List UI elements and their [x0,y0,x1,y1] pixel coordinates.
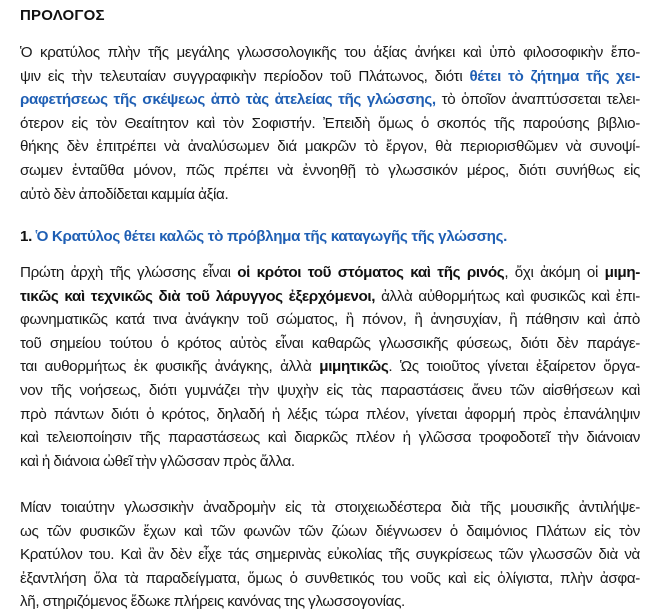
bold-text: οἱ κρότοι τοῦ στόματος καὶ τῆς ρινός [237,264,505,281]
text-run: σωμεν ἐνταῦθα μόνον, πῶς πρέπει νὰ ἐννοηθῇ τὸ γλωσσικόν μέρος, διότι συνήθως εἰς [20,161,640,179]
text-line [20,285,640,309]
text-line [20,261,640,285]
text-run: φωνηματικῶς κατά τινα ἀνάγκην τοῦ σώματος, ἢ πόνον, ἢ ἀνησυχίαν, ἢ πάθησιν καὶ ἀπὸ [20,311,640,329]
document-heading: ΠΡΟΛΟΓΟΣ [20,7,105,24]
text-run: ως τῶν φυσικῶν ἔχων καὶ τῶν φωνῶν τῶν ζώων διέγνωσεν ὁ δαιμόνιος Πλάτων εἰς τὸν [20,522,640,540]
text-run: ότερον εἰς τὸν Θεαίτητον καὶ τὸν Σοφιστήν. Ἐπειδὴ ὅμως ὁ σκοπός τῆς παρούσης βιβλιο- [20,114,640,132]
text-run: ἀλλὰ αὐθορμήτως καὶ φυσικῶς καὶ ἐπι- [375,287,641,305]
text-line [20,332,640,356]
text-run: νον τῆς νοήσεως, διότι γυμνάζει τὴν ψυχὴν εἰς τὰς παραστάσεις ἄνευ τῶν αἰσθήσεων καὶ [20,381,640,399]
bold-text: μιμητικῶς [319,358,389,376]
text-run: τὸ ὁποῖον ἀναπτύσσεται τελει- [435,91,640,109]
section-number: 1. [20,228,32,245]
text-run: ται αυθορμήτως ἐκ φυσικῆς ἀνάγκης, ἀλλὰ [20,358,320,376]
text-run: πρὸ πάντων διότι ὁ κρότος, δηλαδή ἡ λέξις τώρα πλέον, γίνεται ἀφορμή πρὸς ἐπανάληψιν [20,405,640,423]
highlighted-text: θέτει τὸ ζήτημα τῆς χει- [469,67,640,85]
paragraph-prologue [20,41,640,206]
text-run: Πρώτη ἀρχὴ τῆς γλώσσης εἶναι [20,264,238,281]
text-line [20,65,640,89]
section-heading-1 [20,228,507,245]
text-run: θήκης δὲν ἐπιτρέπει νὰ ἀναλύσωμεν διά μακρῶν τὸ ἔργον, θὰ περιορισθῶμεν νὰ συνοψί- [20,138,640,156]
text-run: , ὄχι ἀκόμη οἱ [504,264,605,281]
text-run: Ὁ κρατύλος πλὴν τῆς μεγάλης γλωσσολογικῆς του ἀξίας ἀνήκει καὶ ὑπὸ φιλοσοφικὴν ἔπο- [20,44,640,61]
text-run: Μίαν τοιαύτην γλωσσικὴν ἀναδρομὴν εἰς τὰ στοιχειωδέστερα διὰ τῆς μουσικῆς ἀντιλήψε- [20,499,640,516]
text-line [20,183,640,207]
text-line [20,426,640,450]
text-line [20,520,640,544]
text-line [20,308,640,332]
text-run: ψιν εἰς τὴν τελευταίαν συγγραφικὴν περίοδον τοῦ Πλάτωνος, διότι [20,67,470,85]
paragraph-origin-of-language [20,261,640,473]
text-line [20,112,640,136]
text-line [20,159,640,183]
text-run: καὶ τελειοποίησιν τῆς παραστάσεως καὶ διαρκῶς πλέον ἡ γλῶσσα τροφοδοτεῖ τὴν διάνοιαν [20,429,640,447]
text-run: καὶ ἡ διάνοια ὠθεῖ τὴν γλῶσσαν πρὸς ἄλλα. [20,452,295,470]
text-line [20,590,640,614]
text-run: Κρατύλον του. Καὶ ἂν δὲν εἶχε τάς σημερινὰς εὐκολίας τῆς συγκρίσεως τῶν γλωσσῶν διὰ νὰ [20,546,640,564]
text-run: αὐτὸ δὲν ἀποδίδεται καμμία ἀξία. [20,185,229,203]
section-title: Ὁ Κρατύλος θέτει καλῶς τὸ πρόβλημα τῆς καταγωγῆς τῆς γλώσσης. [35,228,508,245]
highlighted-text: ραφετήσεως τῆς σκέψεως ἀπὸ τὰς ἀτελείας τῆς γλώσσης, [20,91,436,109]
text-run: . Ὡς τοιοῦτος γίνεται ἐξαίρετον ὄργα- [388,358,640,376]
text-line [20,496,640,520]
text-line [20,450,640,474]
text-line [20,379,640,403]
text-line [20,41,640,65]
text-line [20,355,640,379]
text-run: λῆ, στηριζόμενος ἔδωκε πλήρεις κανόνας της γλωσσογονίας. [20,593,405,611]
text-run: ἐξαντλήση ὅλα τὰ παραδείγματα, ὅμως ὁ συνθετικός του νοῦς καὶ εἰς ὀλίγιστα, πλὴν ἀσφα- [20,569,640,587]
bold-text: μιμη- [604,264,641,281]
text-line [20,403,640,427]
bold-text: τικῶς καὶ τεχνικῶς διὰ τοῦ λάρυγγος ἐξερχόμενοι, [20,287,376,305]
paragraph-plato-analysis [20,496,640,614]
text-line [20,567,640,591]
text-run: τοῦ σημείου τούτου ὁ κρότος αὐτὸς εἶναι καθαρῶς γλωσσικῆς φύσεως, διότι δὲν παράγε- [20,334,640,352]
text-line [20,543,640,567]
text-line [20,135,640,159]
text-line [20,88,640,112]
